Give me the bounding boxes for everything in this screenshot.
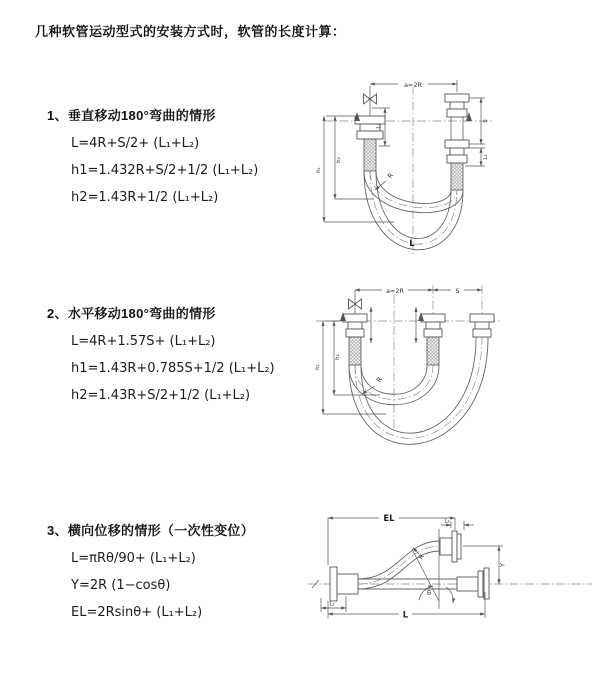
section-2-heading: 2、水平移动180°弯曲的情形 (47, 306, 216, 321)
valve-icon (364, 86, 377, 116)
formula-h2: h2=1.43R+1/2 (L₁+L₂) (71, 190, 219, 205)
dim-label-l1: L₁ (329, 601, 335, 608)
dim-label-h2: h₂ (336, 157, 342, 163)
section-vertical-movement (47, 108, 327, 205)
section-1-heading: 1、垂直移动180°弯曲的情形 (47, 108, 216, 123)
dim-label-el: EL (383, 514, 395, 525)
diagram-lateral-displacement (300, 497, 600, 653)
dim-label-s: S (483, 119, 489, 123)
dim-l2 (441, 519, 474, 531)
page-title: 几种软管运动型式的安装方式时，软管的长度计算： (35, 24, 346, 39)
length-label: L (409, 239, 415, 249)
hose-u-bends (364, 171, 463, 250)
centerlines (316, 285, 502, 429)
flange-right (445, 94, 469, 190)
dim-label-l: L (402, 610, 409, 621)
section-3-heading: 3、横向位移的情形（一次性变位） (47, 523, 255, 538)
flange-left-fixed (330, 567, 358, 601)
dim-l2 (465, 148, 489, 166)
hose-u-bends (349, 337, 488, 444)
formula-length: L=πRθ/90+ (L₁+L₂) (71, 551, 196, 566)
dim-label-a2r: a=2R (385, 286, 405, 295)
radius-label: R (374, 375, 384, 385)
formula-h1: h1=1.43R+0.785S+1/2 (L₁+L₂) (71, 361, 275, 376)
section-lateral-displacement (47, 523, 327, 620)
formula-h1: h1=1.432R+S/2+1/2 (L₁+L₂) (71, 163, 259, 178)
braided-hose-section (427, 337, 439, 365)
formula-y: Y=2R (1−cosθ) (71, 578, 171, 593)
flange-left (343, 314, 367, 365)
diagram-horizontal-180-bend (310, 277, 600, 453)
formula-el: EL=2Rsinθ+ (L₁+L₂) (71, 605, 203, 620)
dim-label-h1: h₁ (315, 364, 321, 370)
radius-label: R (385, 171, 395, 181)
diagram-vertical-180-bend (312, 70, 600, 257)
formula-length: L=4R+S/2+ (L₁+L₂) (71, 136, 200, 151)
flange-right (470, 314, 494, 337)
dim-label-l2: L₂ (483, 154, 489, 160)
formula-length: L=4R+1.57S+ (L₁+L₂) (71, 334, 216, 349)
flange-right-original (457, 568, 489, 599)
radius-label: R (416, 552, 426, 562)
centerlines (324, 86, 494, 254)
valve-icon (349, 290, 362, 314)
formula-h2: h2=1.43R+S/2+1/2 (L₁+L₂) (71, 388, 251, 403)
dim-label-h1: h₁ (316, 167, 322, 173)
dim-a-2r (370, 80, 457, 93)
dim-l (328, 592, 485, 621)
angle-label-theta: θ (427, 589, 431, 597)
flange-middle (421, 314, 445, 365)
radius-callout (362, 375, 384, 394)
section-horizontal-movement (47, 306, 327, 403)
dim-a-2r (355, 286, 433, 295)
flange-displaced (440, 531, 461, 562)
dim-label-l2: L₂ (444, 518, 450, 525)
braided-hose-section (349, 337, 361, 365)
dim-label-h2: h₂ (335, 354, 341, 360)
dim-label-y: Y (498, 563, 507, 567)
dim-label-a2r: a=2R (403, 80, 423, 89)
dim-label-s: S (455, 286, 460, 295)
hose-displaced-s-curve (358, 541, 440, 589)
dim-el (328, 514, 455, 566)
dim-label-l1: L₁ (376, 123, 382, 129)
dim-s (433, 286, 482, 295)
braided-hose-section (451, 163, 463, 190)
braided-hose-section (364, 139, 376, 171)
